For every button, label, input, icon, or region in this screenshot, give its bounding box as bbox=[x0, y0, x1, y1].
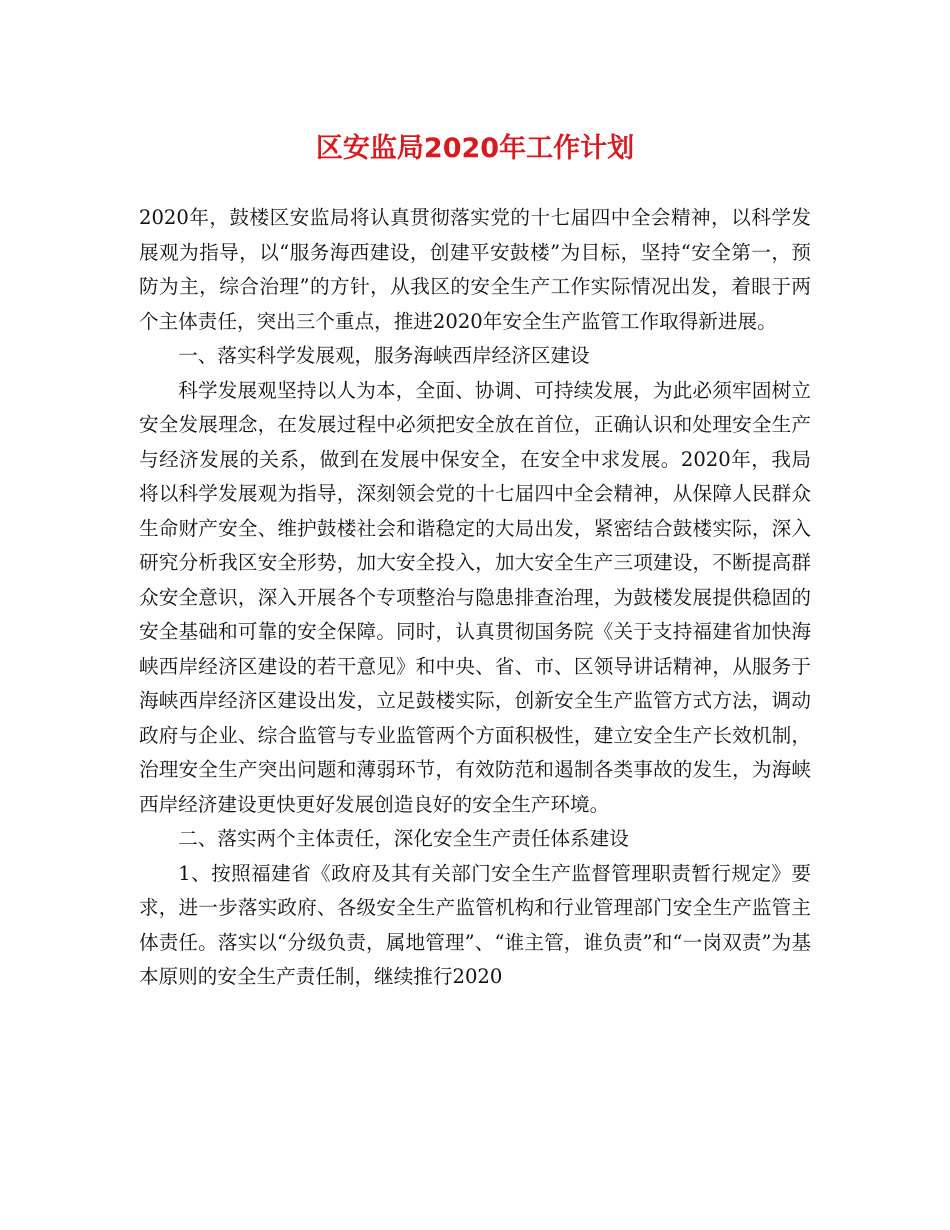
document-title: 区安监局2020年工作计划 bbox=[315, 133, 635, 164]
paragraph-intro: 2020年，鼓楼区安监局将认真贯彻落实党的十七届四中全会精神，以科学发展观为指导，以“服务海西建设，创建平安鼓楼”为目标，坚持“安全第一，预防为主，综合治理”的方针，从我区的安全生产工作实际情况出发，着眼于两个主体责任，突出三个重点，推进2020年安全生产监管工作取得新进展。 bbox=[139, 206, 811, 333]
document-body bbox=[139, 201, 811, 995]
section-heading-2: 二、落实两个主体责任，深化安全生产责任体系建设 bbox=[178, 827, 629, 850]
paragraph-section-1: 科学发展观坚持以人为本，全面、协调、可持续发展，为此必须牢固树立安全发展理念，在发展过程中必须把安全放在首位，正确认识和处理安全生产与经济发展的关系，做到在发展中保安全，在安全中求发展。2020年，我局将以科学发展观为指导，深刻领会党的十七届四中全会精神，从保障人民群众生命财产安全、维护鼓楼社会和谐稳定的大局出发，紧密结合鼓楼实际，深入研究分析我区安全形势，加大安全投入，加大安全生产三项建设，不断提高群众安全意识，深入开展各个专项整治与隐患排查治理，为鼓楼发展提供稳固的安全基础和可靠的安全保障。同时，认真贯彻国务院《关于支持福建省加快海峡西岸经济区建设的若干意见》和中央、省、市、区领导讲话精神，从服务于海峡西岸经济区建设出发，立足鼓楼实际，创新安全生产监管方式方法，调动政府与企业、综合监管与专业监管两个方面积极性，建立安全生产长效机制，治理安全生产突出问题和薄弱环节，有效防范和遏制各类事故的发生，为海峡西岸经济建设更快更好发展创造良好的安全生产环境。 bbox=[139, 378, 811, 816]
paragraph-section-2-item-1: 1、按照福建省《政府及其有关部门安全生产监督管理职责暂行规定》要求，进一步落实政府、各级安全生产监管机构和行业管理部门安全生产监管主体责任。落实以“分级负责，属地管理”、“谁主管，谁负责”和“一岗双责”为基本原则的安全生产责任制，继续推行2020 bbox=[139, 861, 811, 988]
section-heading-1: 一、落实科学发展观，服务海峡西岸经济区建设 bbox=[178, 344, 590, 367]
